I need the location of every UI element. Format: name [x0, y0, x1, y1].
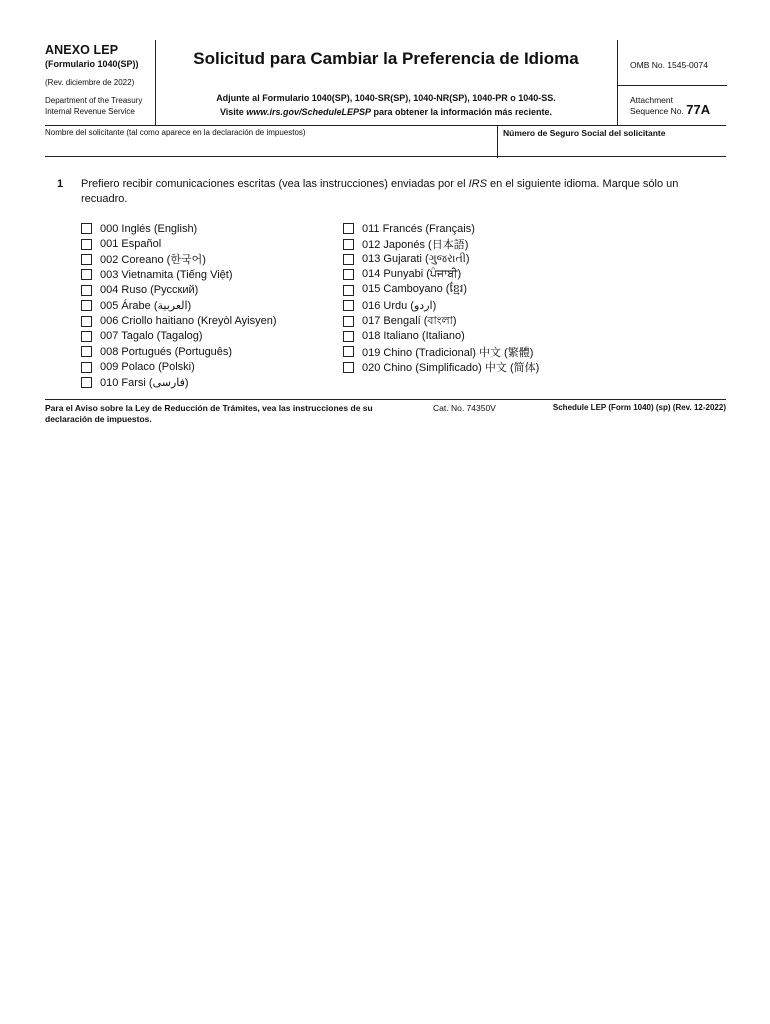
irs-text: IRS	[468, 178, 487, 190]
language-option	[81, 267, 277, 282]
language-option	[81, 252, 277, 267]
language-option	[81, 236, 277, 251]
language-label: 017 Bengalí (বাংলা)	[362, 314, 457, 327]
checkbox[interactable]	[343, 285, 354, 296]
attachment-sequence	[618, 86, 727, 116]
language-option	[81, 221, 277, 236]
applicant-name-field[interactable]	[45, 126, 498, 158]
visit-url-link[interactable]: www.irs.gov/ScheduleLEPSP	[246, 107, 371, 117]
language-label: 007 Tagalo (Tagalog)	[100, 330, 203, 343]
language-label: 001 Español	[100, 238, 162, 251]
applicant-name-label: Nombre del solicitante (tal como aparece en la declaración de impuestos)	[45, 128, 306, 137]
line-1-text-after: en el siguiente idioma. Marque sólo un recuadro.	[81, 178, 679, 205]
language-label: 004 Ruso (Русский)	[100, 284, 199, 297]
catalog-number: Cat. No. 74350V	[433, 403, 496, 413]
language-options	[45, 221, 726, 393]
checkbox[interactable]	[81, 300, 92, 311]
language-option	[81, 298, 277, 313]
checkbox[interactable]	[343, 362, 354, 373]
line-1	[45, 177, 726, 207]
schedule-id: Schedule LEP (Form 1040) (sp) (Rev. 12-2022)	[552, 403, 726, 412]
language-label: 003 Vietnamita (Tiếng Việt)	[100, 268, 233, 281]
visit-prefix: Visite	[219, 107, 247, 117]
language-option	[343, 221, 539, 236]
applicant-info-row	[45, 126, 726, 157]
checkbox[interactable]	[343, 316, 354, 327]
language-option	[343, 252, 539, 267]
checkbox[interactable]	[81, 239, 92, 250]
visit-suffix: para obtener la información más reciente.	[371, 107, 553, 117]
attach-line: Adjunte al Formulario 1040(SP), 1040-SR(SP), 1040-NR(SP), 1040-PR o 1040-SS.	[216, 93, 556, 103]
language-option	[81, 329, 277, 344]
language-option	[81, 344, 277, 359]
department	[45, 95, 155, 117]
checkbox[interactable]	[81, 331, 92, 342]
checkbox[interactable]	[343, 254, 354, 265]
checkbox[interactable]	[81, 285, 92, 296]
form-footer	[45, 399, 726, 430]
language-option	[81, 375, 277, 390]
language-option	[343, 360, 539, 375]
omb-block	[617, 40, 727, 125]
language-column-2	[343, 221, 539, 375]
language-label: 002 Coreano (한국어)	[100, 254, 206, 267]
language-label: 020 Chino (Simplificado) 中文 (简体)	[362, 362, 540, 375]
checkbox[interactable]	[343, 239, 354, 250]
applicant-ssn-field[interactable]	[503, 126, 665, 138]
form-header	[45, 40, 726, 126]
language-label: 000 Inglés (English)	[100, 222, 198, 235]
line-number: 1	[57, 178, 64, 190]
department-line1: Department of the Treasury	[45, 96, 143, 105]
language-option	[81, 313, 277, 328]
form-schedule-lep	[45, 40, 726, 430]
checkbox[interactable]	[81, 223, 92, 234]
language-option	[343, 236, 539, 251]
line-1-text	[81, 177, 721, 207]
visit-line	[155, 105, 617, 119]
language-option	[81, 283, 277, 298]
title-block	[155, 40, 617, 125]
language-option	[343, 283, 539, 298]
paperwork-notice: Para el Aviso sobre la Ley de Reducción de Trámites, vea las instrucciones de su declaración de impuestos.	[45, 403, 373, 424]
line-1-text-before: Prefiero recibir comunicaciones escritas (vea las instrucciones) enviadas por el	[81, 178, 469, 190]
form-id-block	[45, 40, 156, 125]
checkbox[interactable]	[81, 254, 92, 265]
applicant-ssn-label: Número de Seguro Social del solicitante	[503, 128, 666, 138]
checkbox[interactable]	[81, 377, 92, 388]
language-option	[343, 329, 539, 344]
department-line2: Internal Revenue Service	[45, 107, 135, 116]
language-label: 014 Punyabi (ਪੰਜਾਬੀ)	[362, 268, 462, 281]
language-option	[343, 344, 539, 359]
revision-date: (Rev. diciembre de 2022)	[45, 78, 135, 87]
language-option	[343, 267, 539, 282]
attach-instructions	[155, 91, 617, 119]
checkbox[interactable]	[81, 362, 92, 373]
sequence-value: 77A	[686, 102, 711, 117]
language-label: 016 Urdu (اردو)	[362, 300, 437, 313]
omb-number: OMB No. 1545-0074	[618, 40, 727, 86]
language-option	[343, 313, 539, 328]
language-label: 008 Portugués (Português)	[100, 345, 233, 358]
language-label: 011 Francés (Français)	[362, 222, 475, 235]
sequence-label: Sequence No.	[630, 106, 684, 116]
checkbox[interactable]	[343, 346, 354, 357]
form-title: Solicitud para Cambiar la Preferencia de Idioma	[193, 49, 579, 68]
language-option	[81, 360, 277, 375]
anexo-label: ANEXO LEP	[45, 43, 119, 57]
language-label: 019 Chino (Tradicional) 中文 (繁體)	[362, 346, 534, 359]
checkbox[interactable]	[343, 269, 354, 280]
language-label: 006 Criollo haitiano (Kreyòl Ayisyen)	[100, 315, 277, 328]
checkbox[interactable]	[343, 223, 354, 234]
attachment-label: Attachment	[630, 95, 673, 105]
language-label: 012 Japonés (日本語)	[362, 239, 469, 252]
checkbox[interactable]	[343, 300, 354, 311]
language-label: 010 Farsi (فارسی)	[100, 377, 189, 390]
language-label: 018 Italiano (Italiano)	[362, 330, 465, 343]
language-column-1	[81, 221, 277, 390]
checkbox[interactable]	[81, 269, 92, 280]
checkbox[interactable]	[343, 331, 354, 342]
language-label: 005 Árabe (العربية)	[100, 300, 192, 313]
language-label: 013 Gujarati (ગુજરાતી)	[362, 252, 470, 265]
checkbox[interactable]	[81, 316, 92, 327]
language-label: 009 Polaco (Polski)	[100, 361, 195, 374]
form-number: (Formulario 1040(SP))	[45, 59, 139, 69]
checkbox[interactable]	[81, 346, 92, 357]
language-label: 015 Camboyano (ខ្មែរ)	[362, 283, 468, 296]
